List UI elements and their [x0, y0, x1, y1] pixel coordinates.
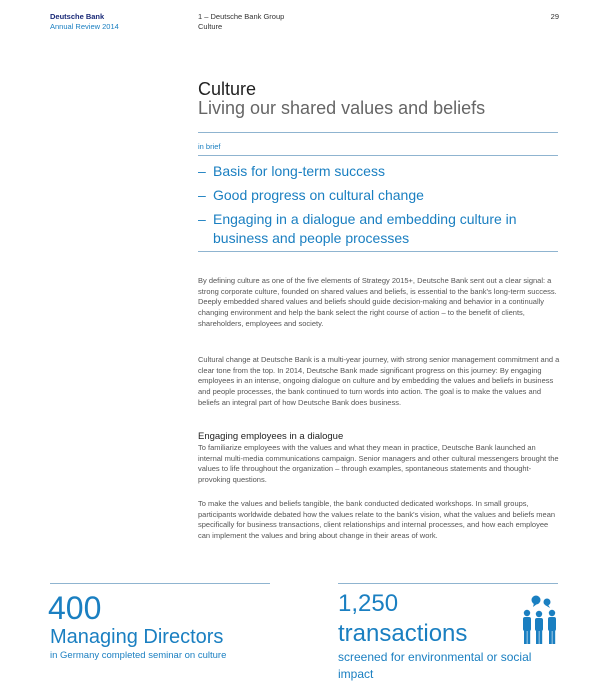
header-brand [50, 12, 119, 32]
section-title: Culture [198, 22, 223, 31]
body-paragraph-3: To familiarize employees with the values and what they mean in practice, Deutsche Bank launched an internal multi-media communications campaign. Senior managers and other cultural messengers brought the values to life throughout the organization – through examples, spontaneous statements and thought-provoking questions. [198, 443, 559, 485]
body-paragraph-4: To make the values and beliefs tangible, the bank conducted dedicated workshops. In small groups, participants worldwide debated how the values relate to the bank's vision, what the values and beliefs mean specifically for business transactions, client relationships and internal processes, and how each employee can implement the values and bring about change in their areas of work. [198, 499, 556, 541]
page-subtitle: Living our shared values and beliefs [198, 98, 486, 118]
page-title: Culture [198, 79, 257, 99]
divider [198, 132, 558, 133]
report-name: Annual Review 2014 [50, 22, 119, 31]
body-paragraph-2: Cultural change at Deutsche Bank is a multi-year journey, with strong senior management commitment and a clear tone from the top. In 2014, Deutsche Bank made significant progress on this journey: By engaging employees in an intense, ongoing dialogue on culture and by embedding the values and beliefs in business and people processes, the bank continued to turn words into action. The goal is to make the values and beliefs an integral part of how Deutsche Bank does business. [198, 355, 560, 407]
dash-icon: – [198, 211, 206, 227]
section-subheading: Engaging employees in a dialogue [198, 431, 344, 442]
stat-caption: in Germany completed seminar on culture [50, 650, 227, 661]
in-brief-label: in brief [198, 142, 221, 151]
divider [198, 251, 558, 252]
dash-icon: – [198, 163, 206, 179]
header-chapter [198, 12, 284, 32]
stat-number: 400 [48, 590, 102, 626]
list-item: – Basis for long-term success [198, 163, 385, 179]
page-number: 29 [550, 12, 559, 21]
list-item: – Engaging in a dialogue and embedding culture in business and people processes [198, 211, 517, 246]
stat-label: transactions [338, 620, 468, 647]
chapter-title: 1 – Deutsche Bank Group [198, 12, 285, 21]
people-dialogue-icon [520, 594, 560, 646]
stat-number: 1,250 [338, 590, 399, 617]
dash-icon: – [198, 187, 206, 203]
divider [338, 583, 558, 584]
divider [198, 155, 558, 156]
stat-caption: screened for environmental or social impact [338, 650, 532, 681]
in-brief-list [198, 162, 558, 253]
list-item: – Good progress on cultural change [198, 187, 424, 203]
divider [50, 583, 270, 584]
stat-label: Managing Directors [50, 626, 224, 648]
brand-name: Deutsche Bank [50, 12, 105, 21]
body-paragraph-1: By defining culture as one of the five elements of Strategy 2015+, Deutsche Bank sent out a clear signal: a strong corporate culture, founded on shared values and beliefs, is essential to the bank's long-term success. Deeply embedded shared values and beliefs should guide decision-making and behavior in a continually changing environment and help the bank select the right course of action – to the benefit of clients, shareholders, employees and society. [198, 276, 557, 328]
